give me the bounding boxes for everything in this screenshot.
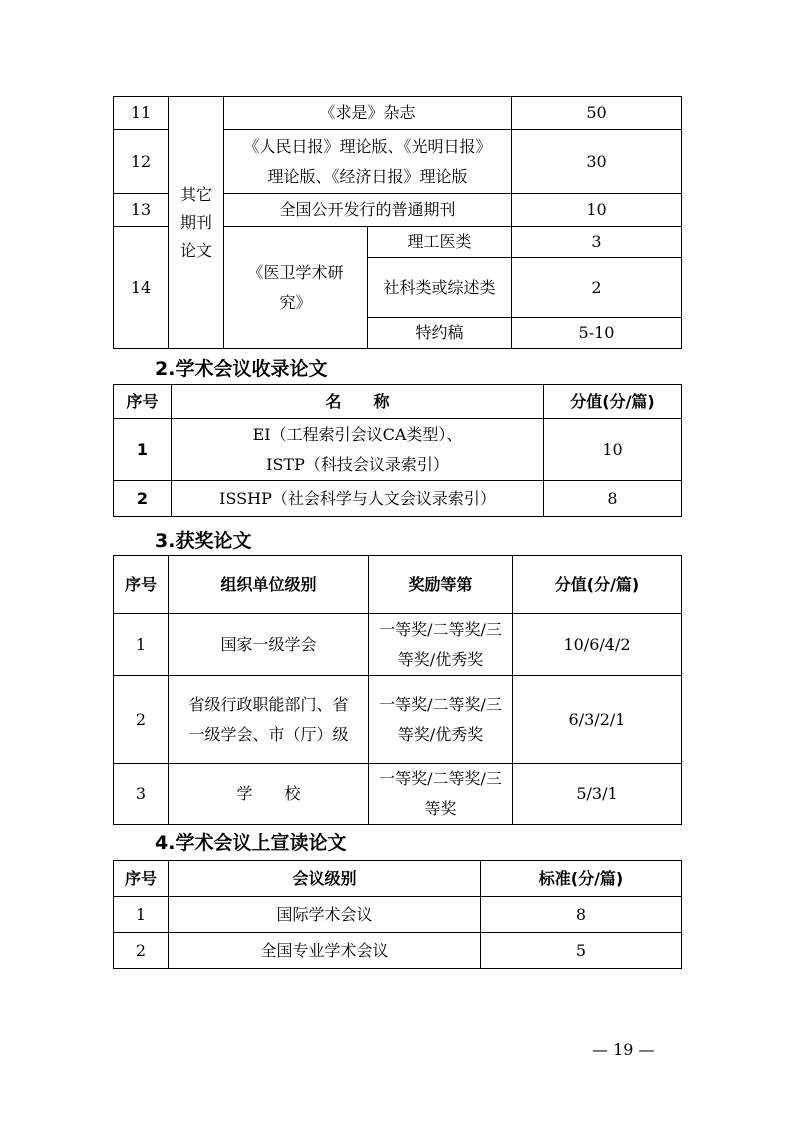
row-12-name: 《人民日报》理论版、《光明日报》理论版、《经济日报》理论版 bbox=[224, 130, 512, 194]
s2-row-2-no: 2 bbox=[114, 481, 172, 517]
row-13-no: 13 bbox=[114, 194, 169, 227]
s4-header-no: 序号 bbox=[114, 861, 169, 897]
s3-row-1-award: 一等奖/二等奖/三等奖/优秀奖 bbox=[369, 614, 513, 676]
s2-row-1-score: 10 bbox=[544, 419, 682, 481]
s4-row-1-level: 国际学术会议 bbox=[169, 897, 481, 933]
s3-header-no: 序号 bbox=[114, 556, 169, 614]
row-11-no: 11 bbox=[114, 97, 169, 130]
row-12-score: 30 bbox=[512, 130, 682, 194]
row-14-category-3: 特约稿 bbox=[368, 318, 512, 349]
conference-indexed-table bbox=[113, 384, 682, 517]
s4-row-2-level: 全国专业学术会议 bbox=[169, 933, 481, 969]
s4-row-2-no: 2 bbox=[114, 933, 169, 969]
row-14-score-2: 2 bbox=[512, 258, 682, 318]
s3-header-score: 分值(分/篇) bbox=[513, 556, 682, 614]
s3-header-award: 奖励等第 bbox=[369, 556, 513, 614]
row-14-category-1: 理工医类 bbox=[368, 227, 512, 258]
section2-heading: 2.学术会议收录论文 bbox=[155, 358, 328, 380]
s3-row-3-no: 3 bbox=[114, 764, 169, 825]
row-14-score-1: 3 bbox=[512, 227, 682, 258]
s3-row-2-score: 6/3/2/1 bbox=[513, 676, 682, 764]
s3-row-3-org: 学 校 bbox=[169, 764, 369, 825]
row-14-category-2: 社科类或综述类 bbox=[368, 258, 512, 318]
row-11-name: 《求是》杂志 bbox=[224, 97, 512, 130]
group-label: 其它期刊论文 bbox=[169, 97, 224, 349]
s3-row-3-score: 5/3/1 bbox=[513, 764, 682, 825]
s2-header-score: 分值(分/篇) bbox=[544, 385, 682, 419]
s4-header-level: 会议级别 bbox=[169, 861, 481, 897]
s4-row-2-score: 5 bbox=[481, 933, 682, 969]
s2-row-1-no: 1 bbox=[114, 419, 172, 481]
s4-row-1-no: 1 bbox=[114, 897, 169, 933]
row-12-no: 12 bbox=[114, 130, 169, 194]
s4-header-score: 标准(分/篇) bbox=[481, 861, 682, 897]
s3-row-1-org: 国家一级学会 bbox=[169, 614, 369, 676]
awarded-papers-table bbox=[113, 555, 682, 825]
s2-row-1-name-line1: EI（工程索引会议CA类型）、 bbox=[252, 424, 463, 444]
page-number: — 19 — bbox=[592, 1040, 655, 1059]
row-14-score-3: 5-10 bbox=[512, 318, 682, 349]
section3-heading: 3.获奖论文 bbox=[155, 530, 252, 552]
row-14-name: 《医卫学术研究》 bbox=[224, 227, 368, 349]
s2-row-1-name-line2: ISTP（科技会议录索引） bbox=[266, 454, 449, 474]
s2-row-2-name: ISSHP（社会科学与人文会议录索引） bbox=[172, 481, 544, 517]
row-13-score: 10 bbox=[512, 194, 682, 227]
s2-row-2-score: 8 bbox=[544, 481, 682, 517]
s2-header-name: 名 称 bbox=[172, 385, 544, 419]
conference-presentation-table bbox=[113, 860, 682, 969]
s3-row-3-award: 一等奖/二等奖/三等奖 bbox=[369, 764, 513, 825]
s3-row-2-award: 一等奖/二等奖/三等奖/优秀奖 bbox=[369, 676, 513, 764]
s3-row-2-org: 省级行政职能部门、省一级学会、市（厅）级 bbox=[169, 676, 369, 764]
row-13-name: 全国公开发行的普通期刊 bbox=[224, 194, 512, 227]
periodicals-table bbox=[113, 96, 682, 349]
s3-row-1-no: 1 bbox=[114, 614, 169, 676]
s3-row-2-no: 2 bbox=[114, 676, 169, 764]
s2-header-no: 序号 bbox=[114, 385, 172, 419]
s4-row-1-score: 8 bbox=[481, 897, 682, 933]
s2-row-1-name bbox=[172, 419, 544, 481]
row-14-no: 14 bbox=[114, 227, 169, 349]
s3-header-org: 组织单位级别 bbox=[169, 556, 369, 614]
row-11-score: 50 bbox=[512, 97, 682, 130]
section4-heading: 4.学术会议上宣读论文 bbox=[155, 832, 347, 854]
s3-row-1-score: 10/6/4/2 bbox=[513, 614, 682, 676]
